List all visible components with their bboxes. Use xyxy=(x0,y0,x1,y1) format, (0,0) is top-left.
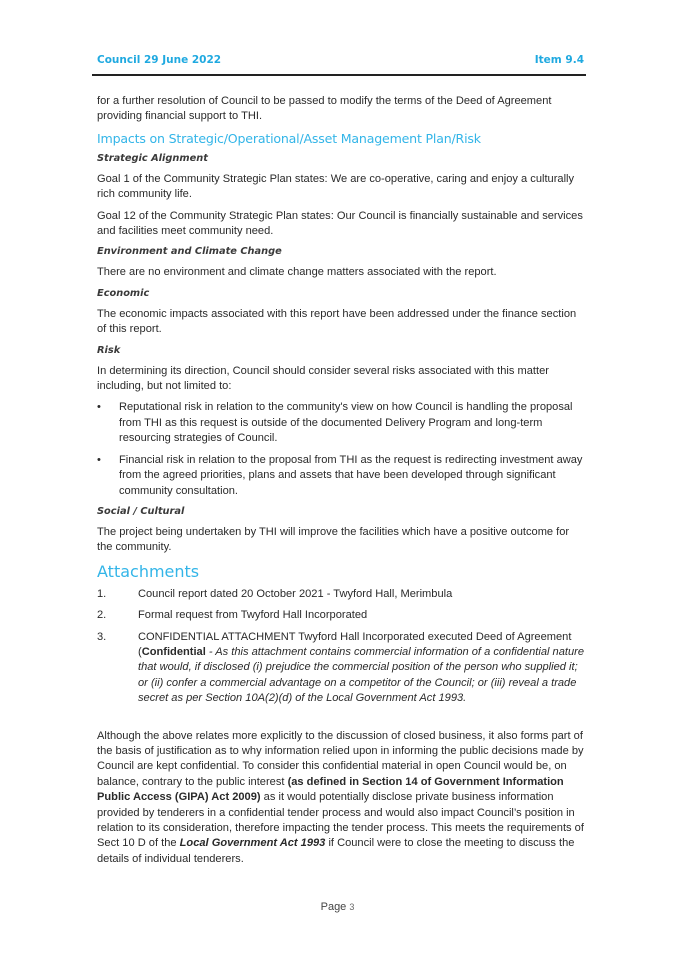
section-heading-impacts: Impacts on Strategic/Operational/Asset Management Plan/Risk xyxy=(97,130,481,146)
paren-open: ( xyxy=(138,645,142,658)
meeting-date: Council 29 June 2022 xyxy=(97,54,222,66)
attachment-number: 1. xyxy=(97,587,107,600)
header-divider xyxy=(92,74,586,76)
closing-text-3: if Council were to close the meeting to discuss the details of individual tenderers. xyxy=(97,837,575,865)
paragraph-goal-1: Goal 1 of the Community Strategic Plan states: We are co-operative, caring and enjoy a culturally rich community life. xyxy=(97,172,575,201)
page-footer xyxy=(0,901,675,913)
attachment-item[interactable] xyxy=(97,608,587,623)
item-number: Item 9.4 xyxy=(534,54,584,66)
risk-list xyxy=(97,400,587,498)
attachment-item[interactable] xyxy=(97,587,587,602)
subheading-strategic-alignment: Strategic Alignment xyxy=(97,152,208,164)
attachment-item[interactable] xyxy=(97,630,587,707)
paragraph-economic: The economic impacts associated with this report have been addressed under the finance section of this report. xyxy=(97,307,577,336)
section-heading-attachments: Attachments xyxy=(97,561,200,581)
page-header xyxy=(97,54,584,74)
closing-bold-reference: (as defined in Section 14 of Government Information Public Access (GIPA) Act 2009) xyxy=(97,775,564,804)
attachment-title: Formal request from Twyford Hall Incorporated xyxy=(138,609,368,622)
paragraph-goal-12: Goal 12 of the Community Strategic Plan states: Our Council is financially sustainable and services and facilities meet community need. xyxy=(97,209,583,238)
closing-act-reference: Local Government Act 1993 xyxy=(179,837,326,850)
paragraph-risk: In determining its direction, Council should consider several risks associated with this matter including, but not limited to: xyxy=(97,364,549,393)
bullet-icon: • xyxy=(97,453,101,466)
attachment-number: 3. xyxy=(97,630,107,643)
confidential-label: Confidential xyxy=(141,645,206,658)
bullet-icon: • xyxy=(97,401,101,414)
closing-text-1: Although the above relates more explicitly to the discussion of closed business, it also forms part of the basis of justification as to why information relied upon in informing the public decisions made by Council are kept confidential. To consider this confidential material in open Council would be, on balance, contrary to the public interest xyxy=(97,729,584,788)
page-label: Page xyxy=(320,901,347,913)
document-body xyxy=(97,94,587,867)
intro-paragraph: for a further resolution of Council to be passed to modify the terms of the Deed of Agreement providing financial support to THI. xyxy=(97,95,552,123)
subheading-social-cultural: Social / Cultural xyxy=(97,505,185,517)
risk-list-item xyxy=(97,400,587,446)
attachment-title: Council report dated 20 October 2021 - Twyford Hall, Merimbula xyxy=(138,587,453,600)
closing-paragraph xyxy=(97,729,587,868)
subheading-risk: Risk xyxy=(97,344,121,356)
page-number: 3 xyxy=(349,902,355,912)
attachment-title: CONFIDENTIAL ATTACHMENT Twyford Hall Incorporated executed Deed of Agreement xyxy=(138,630,572,643)
paragraph-social: The project being undertaken by THI will improve the facilities which have a positive outcome for the community. xyxy=(97,525,570,554)
subheading-environment: Environment and Climate Change xyxy=(97,246,282,258)
risk-list-item xyxy=(97,453,587,499)
paragraph-environment: There are no environment and climate change matters associated with the report. xyxy=(97,266,497,279)
closing-text-2: as it would potentially disclose private business information provided by tenderers in a confidential tender process and would also impact Council’s position in relation to its consideration, therefore impacting the tender process. This meets the requirements of Sect 10 D of the xyxy=(97,791,584,850)
risk-text: Reputational risk in relation to the community's view on how Council is handling the proposal from THI as this request is outside of the documented Delivery Program and long-term resourcing strategies of Council. xyxy=(119,401,573,445)
subheading-economic: Economic xyxy=(97,287,150,299)
attachment-number: 2. xyxy=(97,609,107,622)
attachments-list xyxy=(97,587,587,707)
risk-text: Financial risk in relation to the proposal from THI as the request is redirecting investment away from the agreed priorities, plans and assets that have been developed through significant community consultation. xyxy=(119,453,583,497)
confidential-note: - As this attachment contains commercial information of a confidential nature that would, if disclosed (i) prejudice the commercial position of the person who supplied it; or (ii) confer a commercial advantage on a competitor of the Council; or (iii) reveal a trade secret as per Section 10A(2)(d) of the Local Government Act 1993. xyxy=(138,645,584,705)
